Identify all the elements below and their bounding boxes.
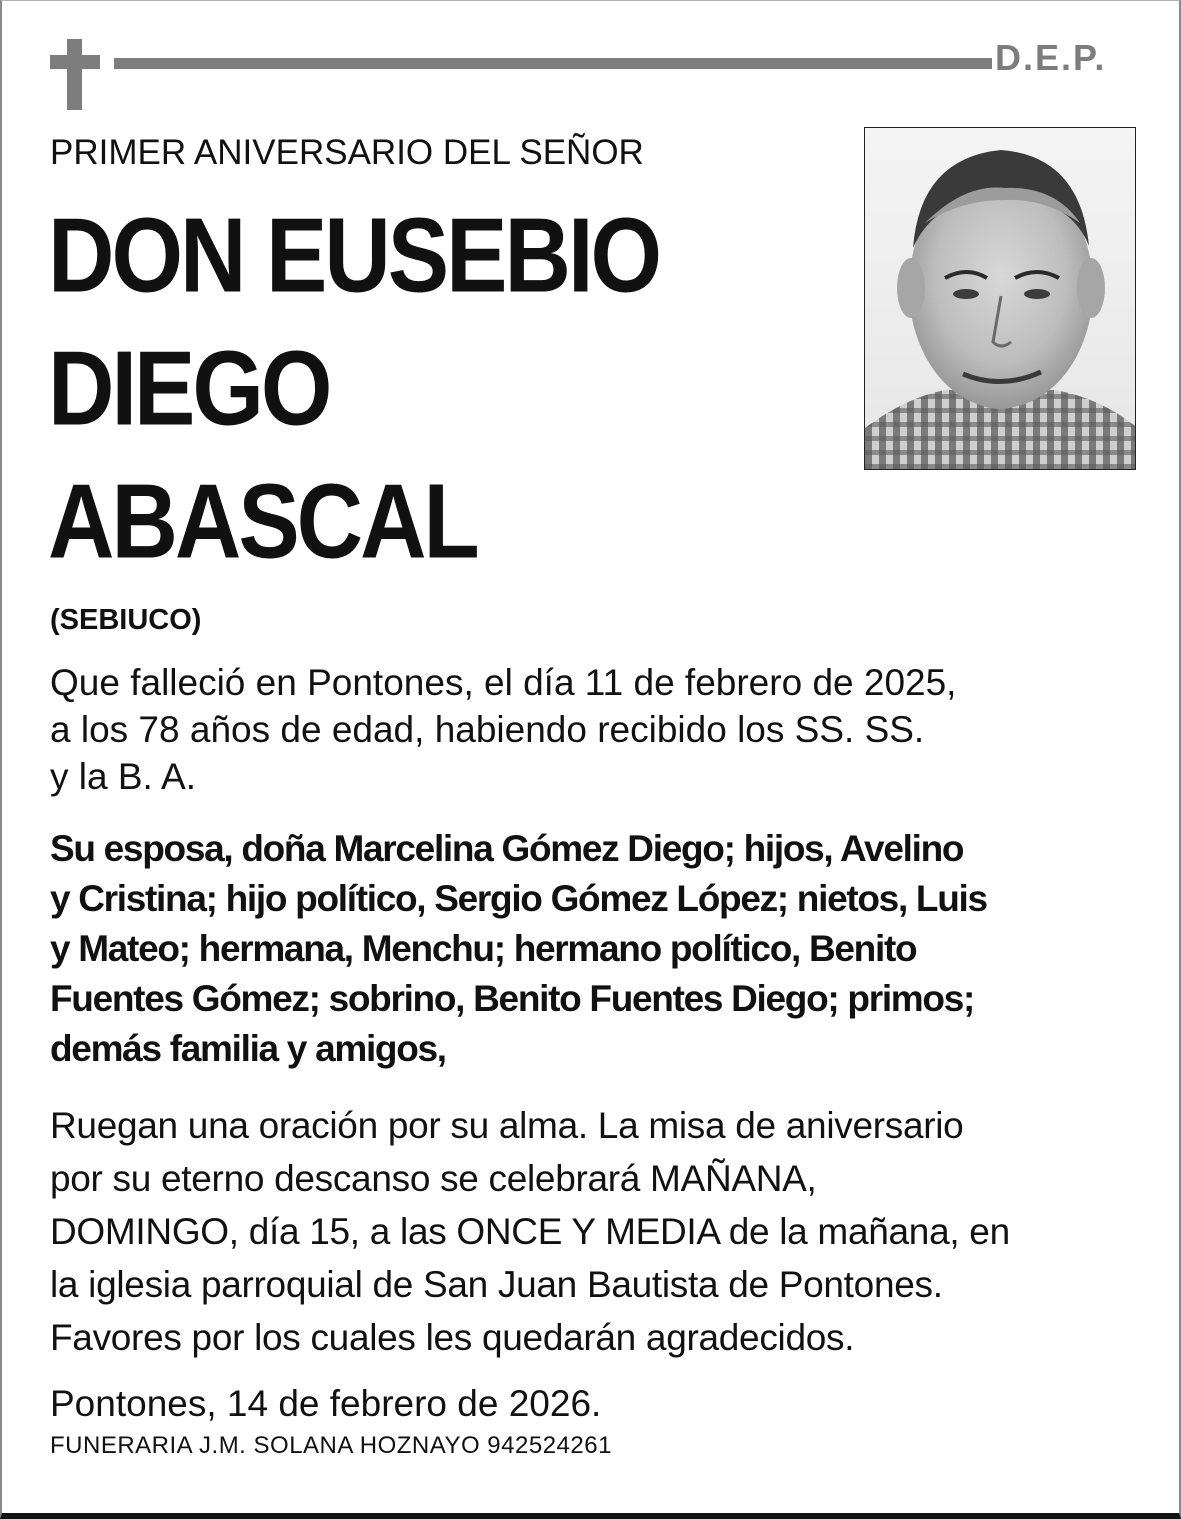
anniversary-subtitle: PRIMER ANIVERSARIO DEL SEÑOR: [50, 133, 644, 172]
mass-paragraph: [50, 1099, 1145, 1364]
portrait-photo: [864, 127, 1136, 470]
dep-label: D.E.P.: [995, 37, 1107, 78]
cross-vertical-bar: [67, 39, 82, 110]
death-notice-line: y la B. A.: [50, 756, 197, 797]
mass-line: Favores por los cuales les quedarán agradecidos.: [50, 1317, 855, 1358]
mass-line: la iglesia parroquial de San Juan Bautista de Pontones.: [50, 1264, 943, 1305]
deceased-name-line-2: DIEGO: [48, 330, 330, 448]
portrait-image: [865, 128, 1135, 469]
family-line: Su esposa, doña Marcelina Gómez Diego; hijos, Avelino: [50, 828, 964, 869]
family-line: Fuentes Gómez; sobrino, Benito Fuentes Diego; primos;: [50, 978, 974, 1019]
deceased-name-line-3: ABASCAL: [48, 463, 477, 581]
death-notice-line: a los 78 años de edad, habiendo recibido los SS. SS.: [50, 709, 925, 750]
cross-horizontal-bar: [50, 55, 100, 69]
nickname: (SEBIUCO): [50, 604, 202, 636]
mass-line: DOMINGO, día 15, a las ONCE Y MEDIA de la mañana, en: [50, 1211, 1010, 1252]
family-line: y Mateo; hermana, Menchu; hermano político, Benito: [50, 928, 917, 969]
funeral-home-credit: FUNERARIA J.M. SOLANA HOZNAYO 942524261: [50, 1432, 612, 1459]
mass-line: Ruegan una oración por su alma. La misa de aniversario: [50, 1105, 964, 1146]
family-line: demás familia y amigos,: [50, 1028, 446, 1069]
death-notice-line: Que falleció en Pontones, el día 11 de febrero de 2025,: [50, 662, 957, 703]
family-paragraph: [50, 824, 1145, 1074]
place-and-date: Pontones, 14 de febrero de 2026.: [50, 1383, 602, 1424]
header-rule: [114, 58, 992, 69]
mass-line: por su eterno descanso se celebrará MAÑANA,: [50, 1158, 817, 1199]
family-line: y Cristina; hijo político, Sergio Gómez López; nietos, Luis: [50, 878, 987, 919]
deceased-name-line-1: DON EUSEBIO: [48, 197, 660, 315]
death-notice-paragraph: [50, 659, 1140, 800]
